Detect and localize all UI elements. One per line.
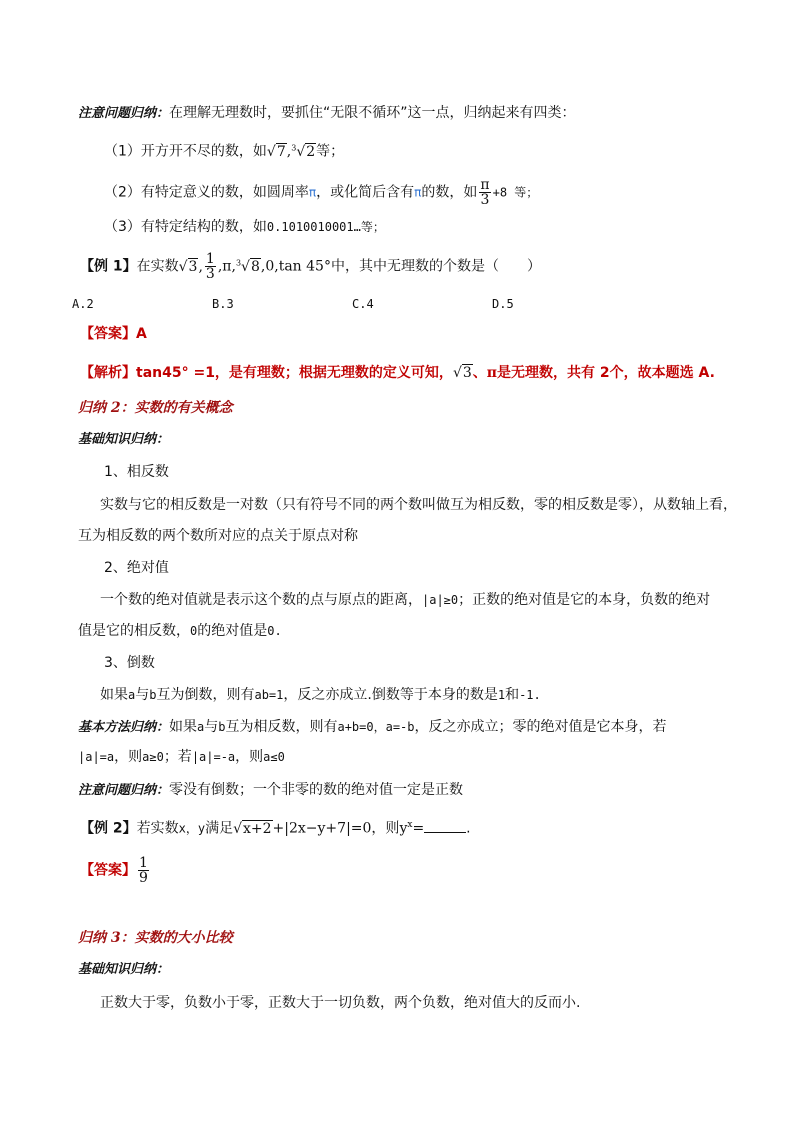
note-label: 注意问题归纳：	[78, 106, 170, 121]
section-2-p2: 值是它的相反数，0的绝对值是0.	[78, 623, 282, 639]
heading-3: 归纳 3：实数的大小比较	[78, 930, 233, 946]
section-1-p1: 实数与它的相反数是一对数（只有符号不同的两个数叫做互为相反数，零的相反数是零），从数轴上看，	[100, 497, 737, 513]
example-2: 【例 2】若实数x，y满足√x+2+|2x−y+7|=0，则$y^x=$ .	[80, 815, 471, 839]
note-line-2: 注意问题归纳：零没有倒数；一个非零的数的绝对值一定是正数	[78, 782, 464, 798]
cbrt-2: $^3$√2	[291, 143, 316, 160]
section-3-p: 如果a与b互为倒数，则有ab=1，反之亦成立.倒数等于本身的数是1和-1.	[100, 687, 541, 703]
comparison-text: 正数大于零，负数小于零，正数大于一切负数，两个负数，绝对值大的反而小.	[100, 995, 581, 1011]
option-a[interactable]: A.2	[72, 297, 94, 311]
item-2: （2）有特定意义的数，如圆周率π，或化简后含有π的数，如 $\frac{\pi}{3}$ +8 等；	[104, 177, 539, 208]
item-1: （1）开方开不尽的数，如√7,$^3$√2等；	[104, 143, 345, 160]
answer-2: 【答案】 $\frac{1}{9}$	[80, 855, 148, 886]
section-1-p2: 互为相反数的两个数所对应的点关于原点对称	[78, 528, 358, 544]
base-label-2: 基础知识归纳：	[78, 432, 170, 447]
fraction-pi-3: $\frac{\pi}{3}$	[480, 177, 490, 208]
section-3-title: 3、倒数	[104, 655, 155, 671]
section-2-title: 2、绝对值	[104, 560, 169, 576]
method-line-1: 基本方法归纳：如果a与b互为相反数，则有a+b=0，a=-b，反之亦成立；零的绝对值是它本身，若	[78, 719, 667, 735]
option-b[interactable]: B.3	[212, 297, 234, 311]
item-3: （3）有特定结构的数，如0.1010010001…等；	[104, 219, 385, 235]
example-1-tag: 【例 1】	[80, 258, 137, 275]
option-c[interactable]: C.4	[352, 297, 374, 311]
fraction-1-9: $\frac{1}{9}$	[139, 855, 148, 886]
solution-1: 【解析】tan45° =1，是有理数；根据无理数的定义可知，√3、π是无理数，共有 2个，故本题选 A.	[80, 365, 715, 381]
note-line-1	[78, 103, 576, 124]
note-text: 在理解无理数时，要抓住“无限不循环”这一点，归纳起来有四类：	[169, 105, 576, 121]
item-1-text: （1）开方开不尽的数，如	[104, 143, 267, 160]
method-line-2: |a|=a，则a≥0；若|a|=-a，则a≤0	[78, 749, 285, 765]
sqrt-7: √7	[266, 143, 286, 160]
section-2-p1: 一个数的绝对值就是表示这个数的点与原点的距离，|a|≥0；正数的绝对值是它的本身，负数的绝对	[100, 592, 711, 608]
heading-2: 归纳 2：实数的有关概念	[78, 400, 233, 416]
example-1: 【例 1】在实数√3, $\frac{1}{3}$ ,π,$^3$√8,0,tan 45°中，其中无理数的个数是（ ）	[80, 251, 541, 282]
section-1-title: 1、相反数	[104, 464, 169, 480]
answer-blank[interactable]	[424, 818, 466, 833]
answer-1: 【答案】A	[80, 326, 147, 342]
base-label-3: 基础知识归纳：	[78, 962, 170, 977]
option-d[interactable]: D.5	[492, 297, 514, 311]
fraction-1-3: $\frac{1}{3}$	[205, 251, 215, 282]
